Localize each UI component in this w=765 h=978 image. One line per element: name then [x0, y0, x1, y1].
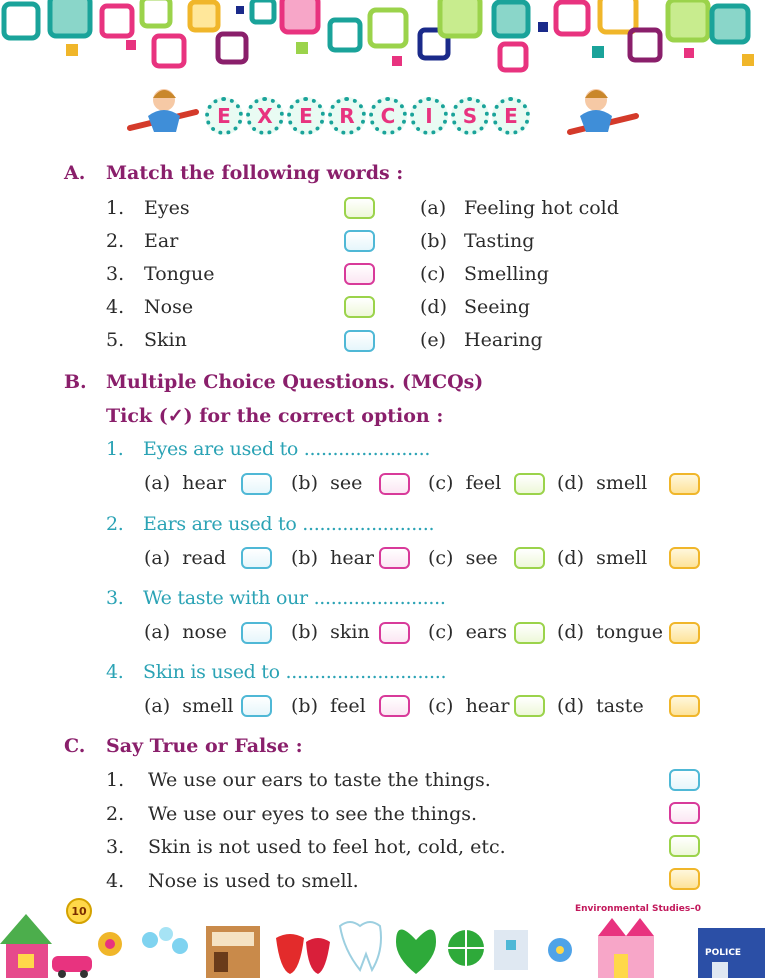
section-a-heading — [64, 162, 403, 184]
match-right-item — [420, 230, 534, 252]
option-label: (d) — [557, 621, 584, 643]
police-label: POLICE — [705, 948, 742, 958]
question-number: 3. — [106, 587, 124, 609]
item-number: 1. — [106, 197, 125, 219]
tick-box[interactable] — [514, 547, 545, 569]
mcq-option — [291, 695, 366, 717]
mcq-question — [106, 438, 430, 460]
match-left-item — [106, 296, 193, 318]
item-word: Skin — [144, 329, 187, 351]
option-text: Feeling hot cold — [464, 197, 619, 219]
option-label: (a) — [144, 472, 171, 494]
section-c-heading — [64, 735, 303, 757]
mcq-option — [557, 472, 647, 494]
tick-box[interactable] — [669, 547, 700, 569]
option-text: ears — [465, 621, 507, 643]
mcq-option — [144, 695, 233, 717]
item-number: 4. — [106, 870, 125, 892]
item-number: 3. — [106, 263, 125, 285]
statement-text: We use our ears to taste the things. — [148, 769, 491, 791]
match-right-item — [420, 296, 530, 318]
option-label: (a) — [144, 695, 171, 717]
banner-letter: E — [205, 97, 243, 135]
shop-icon — [206, 926, 260, 978]
item-number: 4. — [106, 296, 125, 318]
banner-letter: C — [369, 97, 407, 135]
option-text: feel — [465, 472, 502, 494]
option-label: (c) — [428, 547, 454, 569]
police-station-icon — [698, 928, 765, 978]
item-word: Ear — [144, 230, 179, 252]
mcq-option — [144, 621, 227, 643]
option-text: hear — [182, 472, 227, 494]
option-text: hear — [465, 695, 510, 717]
heart-icon — [396, 929, 436, 974]
option-label: (c) — [428, 472, 454, 494]
banner-letter: S — [451, 97, 489, 135]
mcq-question — [106, 587, 446, 609]
question-text: Ears are used to — [143, 513, 297, 535]
book-title: Environmental Studies–0 — [575, 904, 701, 914]
question-number: 1. — [106, 438, 124, 460]
question-number: 4. — [106, 661, 124, 683]
option-text: Tasting — [464, 230, 535, 252]
true-false-item — [106, 836, 506, 858]
castle-icon — [598, 918, 654, 978]
option-text: hear — [330, 547, 374, 569]
option-label: (d) — [420, 296, 447, 318]
option-label: (a) — [144, 621, 171, 643]
option-label: (c) — [428, 695, 454, 717]
item-number: 2. — [106, 230, 125, 252]
option-label: (a) — [144, 547, 171, 569]
tick-box[interactable] — [241, 473, 272, 495]
mcq-option — [144, 472, 226, 494]
mcq-option — [557, 547, 647, 569]
statement-text: We use our eyes to see the things. — [148, 803, 478, 825]
banner-letter: R — [328, 97, 366, 135]
tick-box[interactable] — [669, 622, 700, 644]
blank-line: ....................... — [313, 587, 446, 609]
option-text: skin — [330, 621, 370, 643]
option-label: (b) — [291, 695, 318, 717]
tick-box[interactable] — [669, 695, 700, 717]
option-label: (d) — [557, 695, 584, 717]
option-label: (b) — [291, 621, 318, 643]
globe-icon — [448, 930, 484, 966]
answer-box[interactable] — [669, 835, 700, 857]
car-icon — [52, 956, 92, 978]
answer-box[interactable] — [669, 769, 700, 791]
house-icon — [0, 914, 52, 978]
item-number: 3. — [106, 836, 125, 858]
section-letter: A. — [64, 162, 86, 184]
answer-box[interactable] — [344, 197, 375, 219]
tick-box[interactable] — [241, 695, 272, 717]
mcq-option — [428, 472, 501, 494]
section-letter: B. — [64, 371, 87, 393]
match-left-item — [106, 329, 187, 351]
option-text: nose — [182, 621, 227, 643]
tick-box[interactable] — [514, 622, 545, 644]
option-label: (b) — [420, 230, 447, 252]
answer-box[interactable] — [344, 263, 375, 285]
strawberry-icon — [276, 934, 330, 974]
tick-box[interactable] — [241, 622, 272, 644]
true-false-item — [106, 769, 491, 791]
mcq-question — [106, 513, 434, 535]
mcq-option — [428, 695, 509, 717]
true-false-item — [106, 803, 477, 825]
mcq-option — [428, 547, 498, 569]
answer-box[interactable] — [344, 230, 375, 252]
option-text: read — [182, 547, 227, 569]
banner-letter: E — [287, 97, 325, 135]
item-word: Eyes — [144, 197, 190, 219]
statement-text: Nose is used to smell. — [148, 870, 359, 892]
blue-flower-icon — [548, 938, 572, 962]
item-number: 1. — [106, 769, 125, 791]
mcq-option — [428, 621, 507, 643]
option-text: smell — [596, 547, 648, 569]
tick-box[interactable] — [379, 695, 410, 717]
match-left-item — [106, 230, 178, 252]
option-text: tongue — [596, 621, 664, 643]
tick-box[interactable] — [379, 622, 410, 644]
blank-line: ....................... — [302, 513, 435, 535]
hospital-icon — [494, 930, 528, 970]
section-letter: C. — [64, 735, 86, 757]
answer-box[interactable] — [344, 330, 375, 352]
mcq-question — [106, 661, 446, 683]
question-text: We taste with our — [143, 587, 308, 609]
child-right-icon — [570, 89, 636, 132]
tick-box[interactable] — [514, 695, 545, 717]
question-number: 2. — [106, 513, 124, 535]
top-decorative-border — [0, 0, 765, 80]
option-label: (c) — [420, 263, 446, 285]
exercise-title — [205, 97, 530, 135]
page-number: 10 — [66, 898, 92, 924]
blank-line: ............................ — [285, 661, 447, 683]
section-title: Multiple Choice Questions. (MCQs) — [106, 371, 484, 393]
mcq-option — [144, 547, 226, 569]
option-label: (d) — [557, 547, 584, 569]
banner-letter: E — [492, 97, 530, 135]
true-false-item — [106, 870, 359, 892]
balloon-icon — [142, 927, 188, 954]
question-text: Eyes are used to — [143, 438, 299, 460]
mcq-option — [291, 472, 362, 494]
option-label: (e) — [420, 329, 447, 351]
item-word: Nose — [144, 296, 194, 318]
item-number: 2. — [106, 803, 125, 825]
tick-box[interactable] — [379, 473, 410, 495]
match-right-item — [420, 197, 619, 219]
blank-line: ...................... — [303, 438, 431, 460]
option-label: (b) — [291, 547, 318, 569]
option-text: feel — [330, 695, 366, 717]
option-label: (c) — [428, 621, 454, 643]
answer-box[interactable] — [669, 802, 700, 824]
answer-box[interactable] — [669, 868, 700, 890]
tick-box[interactable] — [379, 547, 410, 569]
option-text: smell — [182, 695, 234, 717]
match-right-item — [420, 329, 543, 351]
option-text: taste — [596, 695, 644, 717]
mcq-option — [557, 621, 663, 643]
option-text: see — [330, 472, 363, 494]
match-left-item — [106, 197, 190, 219]
tick-box[interactable] — [669, 473, 700, 495]
section-b-instruction: Tick (✓) for the correct option : — [106, 405, 444, 427]
option-text: Seeing — [464, 296, 530, 318]
match-right-item — [420, 263, 549, 285]
section-b-heading — [64, 371, 483, 393]
option-text: Hearing — [464, 329, 543, 351]
tick-box[interactable] — [241, 547, 272, 569]
option-label: (b) — [291, 472, 318, 494]
flower-icon — [98, 932, 122, 956]
question-text: Skin is used to — [143, 661, 280, 683]
mcq-option — [557, 695, 644, 717]
bottom-decorative-border — [0, 900, 765, 978]
tooth-icon — [340, 922, 381, 970]
answer-box[interactable] — [344, 296, 375, 318]
banner-letter: X — [246, 97, 284, 135]
child-left-icon — [130, 89, 196, 132]
statement-text: Skin is not used to feel hot, cold, etc. — [148, 836, 506, 858]
item-number: 5. — [106, 329, 125, 351]
option-text: see — [465, 547, 498, 569]
tick-box[interactable] — [514, 473, 545, 495]
mcq-option — [291, 547, 374, 569]
section-title: Say True or False : — [106, 735, 303, 757]
option-text: Smelling — [464, 263, 549, 285]
item-word: Tongue — [144, 263, 215, 285]
option-label: (d) — [557, 472, 584, 494]
option-text: smell — [596, 472, 648, 494]
mcq-option — [291, 621, 370, 643]
match-left-item — [106, 263, 215, 285]
banner-letter: I — [410, 97, 448, 135]
section-title: Match the following words : — [106, 162, 404, 184]
option-label: (a) — [420, 197, 447, 219]
